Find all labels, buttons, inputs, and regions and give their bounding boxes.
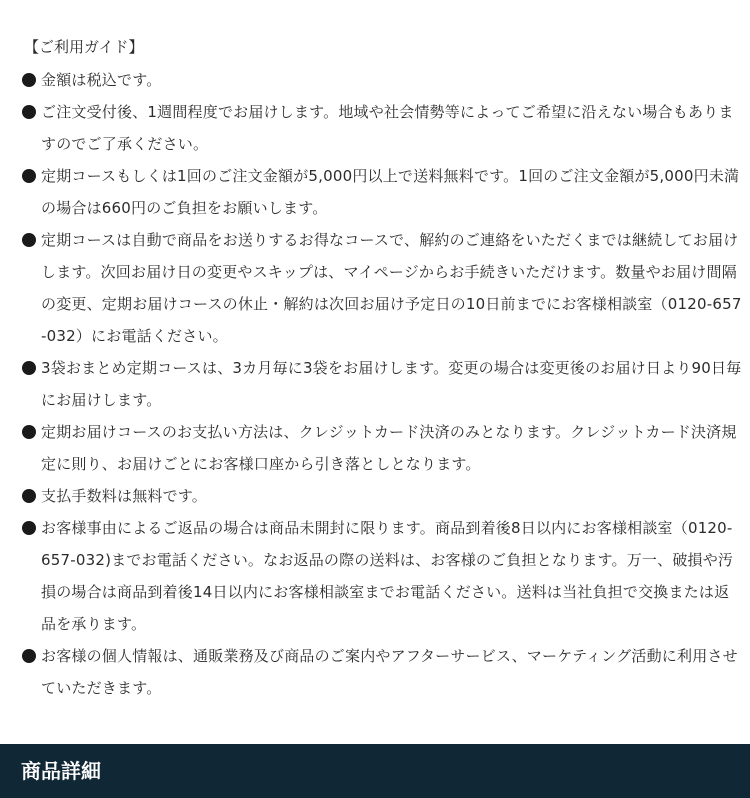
guide-item-tax: [0, 64, 750, 96]
guide-item-text: 3袋おまとめ定期コースは、3カ月毎に3袋をお届けします。変更の場合は変更後のお届け日より90日毎にお届けします。: [41, 359, 742, 409]
guide-item-text: ご注文受付後、1週間程度でお届けします。地域や社会情勢等によってご希望に沿えない場合もありますのでご了承ください。: [41, 103, 734, 153]
guide-item-returns: [0, 512, 750, 640]
guide-item-bundle-course: [0, 352, 750, 416]
bullet-icon: [22, 425, 36, 439]
guide-item-text: 支払手数料は無料です。: [41, 487, 208, 505]
guide-item-subscription: [0, 224, 750, 352]
bullet-icon: [22, 73, 36, 87]
bullet-icon: [22, 361, 36, 375]
bullet-icon: [22, 233, 36, 247]
guide-item-text: 定期コースもしくは1回のご注文金額が5,000円以上で送料無料です。1回のご注文金額が5,000円未満の場合は660円のご負担をお願いします。: [41, 167, 740, 217]
bullet-icon: [22, 521, 36, 535]
bullet-icon: [22, 169, 36, 183]
guide-item-shipping-fee: [0, 160, 750, 224]
guide-item-delivery: [0, 96, 750, 160]
guide-item-payment-method: [0, 416, 750, 480]
guide-item-text: 定期コースは自動で商品をお送りするお得なコースで、解約のご連絡をいただくまでは継続してお届けします。次回お届け日の変更やスキップは、マイページからお手続きいただけます。数量やお届け間隔の変更、定期お届けコースの休止・解約は次回お届け予定日の10日前までにお客様相談室（0120-657-032）にお電話ください。: [41, 231, 742, 345]
bullet-icon: [22, 105, 36, 119]
bullet-icon: [22, 649, 36, 663]
guide-item-text: 定期お届けコースのお支払い方法は、クレジットカード決済のみとなります。クレジットカード決済規定に則り、お届けごとにお客様口座から引き落としとなります。: [41, 423, 737, 473]
product-details-header: [0, 744, 750, 798]
guide-item-privacy: [0, 640, 750, 704]
guide-item-text: お客様事由によるご返品の場合は商品未開封に限ります。商品到着後8日以内にお客様相談室（0120-657-032)までお電話ください。なお返品の際の送料は、お客様のご負担となります。万一、破損や汚損の場合は商品到着後14日以内にお客様相談室までお電話ください。送料は当社負担で交換または返品を承ります。: [41, 519, 734, 633]
guide-item-text: お客様の個人情報は、通販業務及び商品のご案内やアフターサービス、マーケティング活動に利用させていただきます。: [41, 647, 738, 697]
guide-heading: 【ご利用ガイド】: [24, 38, 144, 56]
guide-item-payment-fee: [0, 480, 750, 512]
usage-guide: [0, 34, 750, 704]
guide-list: [0, 64, 750, 704]
section-title: 商品詳細: [21, 759, 101, 783]
guide-item-text: 金額は税込です。: [41, 71, 162, 89]
bullet-icon: [22, 489, 36, 503]
